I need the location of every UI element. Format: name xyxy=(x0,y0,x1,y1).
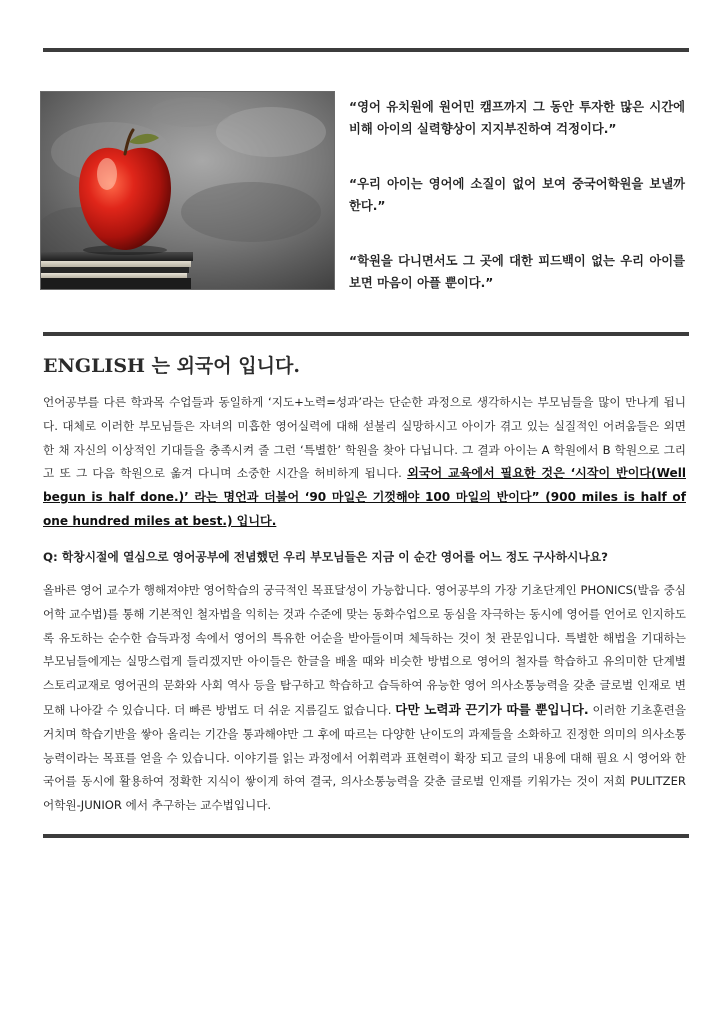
section-heading: ENGLISH 는 외국어 입니다. xyxy=(43,355,300,377)
highlighted-quote: 외국어 교육에서 필요한 것은 ‘시작이 반이다(Well begun is half done.)’ 라는 명언과 더불어 ‘90 마일은 기껏해야 100 마일의 반이다” (900 miles is half of one hundred miles at best.) 입니다. xyxy=(43,466,686,528)
intro-paragraph xyxy=(43,391,686,534)
method-text-after: 이러한 기초훈련을 거치며 학습기반을 쌓아 올리는 기간을 통과해야만 그 후에 따르는 다양한 난이도의 과제들을 소화하고 진정한 의미의 의사소통능력이라는 목표를 얻을 수 있습니다. 이야기를 읽는 과정에서 어휘력과 표현력이 확장 되고 글의 내용에 대해 필요 시 영어와 한국어를 동시에 활용하여 정확한 지식이 쌓이게 하여 결국, 의사소통능력을 갖춘 글로벌 인재를 키워가는 것이 저희 PULITZER 어학원-JUNIOR 에서 추구하는 교수법입니다. xyxy=(43,702,687,813)
apple-photo xyxy=(40,91,335,290)
question-line: Q: 학창시절에 열심으로 영어공부에 전념했던 우리 부모님들은 지금 이 순간 영어를 어느 정도 구사하시나요? xyxy=(43,550,609,564)
apple-on-books-image xyxy=(41,92,334,289)
quote-3: “학원을 다니면서도 그 곳에 대한 피드백이 없는 우리 아이를 보면 마음이 아플 뿐이다.” xyxy=(349,254,685,290)
intro-text: 언어공부를 다른 학과목 수업들과 동일하게 ‘지도+노력=성과’라는 단순한 과정으로 생각하시는 부모님들을 많이 만나게 됩니다. 대체로 이러한 부모님들은 자녀의 미흡한 영어실력에 대해 섣불리 실망하시고 아이가 겪고 있는 실질적인 어려움들은 외면 한 채 자신의 이상적인 기대들을 충족시켜 줄 그런 ‘특별한’ 학원을 찾아 다닙니다. 그 결과 아이는 A 학원에서 B 학원으로 그리고 또 그 다음 학원으로 옮겨 다니며 소중한 시간을 허비하게 됩니다. xyxy=(43,395,686,481)
bottom-divider xyxy=(43,834,689,838)
quote-2: “우리 아이는 영어에 소질이 없어 보여 중국어학원을 보낼까 한다.” xyxy=(349,177,685,213)
method-paragraph xyxy=(43,579,686,818)
parent-quotes xyxy=(349,96,685,294)
top-divider xyxy=(43,48,689,52)
quote-1: “영어 유치원에 원어민 캠프까지 그 동안 투자한 많은 시간에 비해 아이의 실력향상이 지지부진하여 걱정이다.” xyxy=(349,100,685,136)
middle-divider xyxy=(43,332,689,336)
method-text-before: 올바른 영어 교수가 행해져야만 영어학습의 궁극적인 목표달성이 가능합니다. 영어공부의 가장 기초단계인 PHONICS(발음 중심 어학 교수법)를 통해 기본적인 철자법을 익히는 것과 수준에 맞는 동화수업으로 동심을 자극하는 동시에 영어를 언어로 인지하도록 유도하는 순수한 습득과정 속에서 영어의 특유한 어순을 받아들이며 체득하는 것이 첫 관문입니다. 특별한 해법을 기대하는 부모님들에게는 실망스럽게 들리겠지만 아이들은 한글을 배울 때와 비슷한 방법으로 영어의 철자를 학습하고 유의미한 단계별 스토리교재로 영어권의 문화와 사회 역사 등을 탐구하고 학습하고 습득하여 유능한 영어 의사소통능력을 갖춘 글로벌 인재로 변모해 나아갈 수 있습니다. 더 빠른 방법도 더 쉬운 지름길도 없습니다. xyxy=(43,583,686,717)
method-emphasis: 다만 노력과 끈기가 따를 뿐입니다. xyxy=(395,701,589,717)
